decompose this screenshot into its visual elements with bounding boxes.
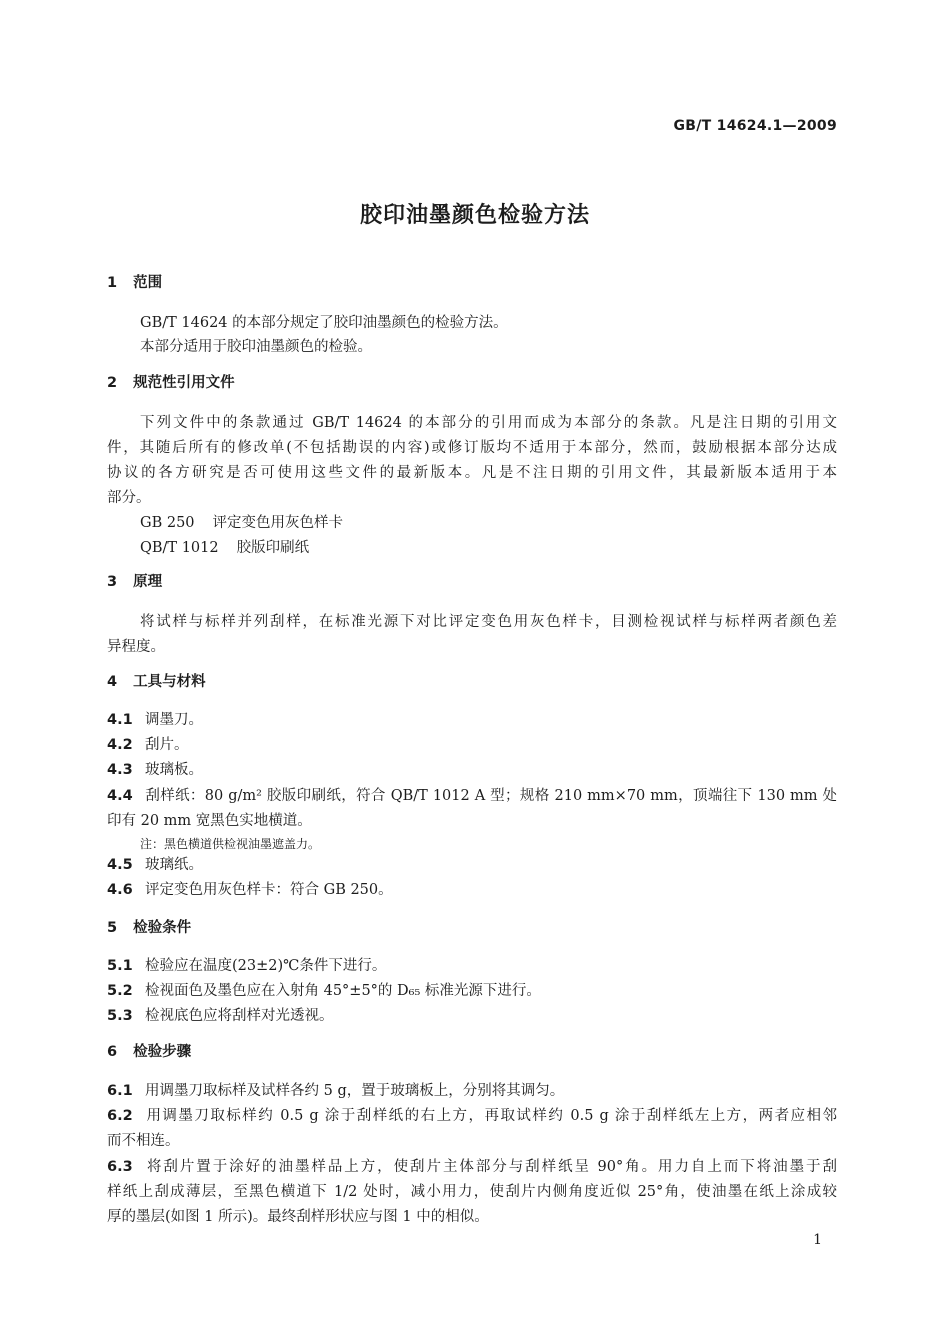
paragraph-line: 将试样与标样并列刮样，在标准光源下对比评定变色用灰色样卡，目测检视试样与标样两者颜色差 <box>140 614 837 630</box>
note: 注：黑色横道供检视油墨遮盖力。 <box>140 837 321 851</box>
normative-reference: QB/T 1012 胶版印刷纸 <box>140 540 310 556</box>
paragraph-line: 协议的各方研究是否可使用这些文件的最新版本。凡是不注日期的引用文件，其最新版本适用于本 <box>107 465 837 481</box>
standard-number: GB/T 14624.1—2009 <box>673 118 837 134</box>
section-6-heading: 6 检验步骤 <box>107 1044 192 1060</box>
paragraph-line: 下列文件中的条款通过 GB/T 14624 的本部分的引用而成为本部分的条款。凡是注日期的引用文 <box>140 415 837 431</box>
section-1-heading: 1 范围 <box>107 275 163 291</box>
section-4-heading: 4 工具与材料 <box>107 674 206 690</box>
normative-reference: GB 250 评定变色用灰色样卡 <box>140 515 344 531</box>
page-number: 1 <box>813 1232 822 1248</box>
list-item: 5.3 检视底色应将刮样对光透视。 <box>107 1008 334 1024</box>
paragraph-line: 部分。 <box>107 490 151 506</box>
list-item-continuation: 样纸上刮成薄层，至黑色横道下 1/2 处时，减小用力，使刮片内侧角度近似 25°角，使油墨在纸上涂成较 <box>107 1184 837 1200</box>
list-item: 5.1 检验应在温度(23±2)℃条件下进行。 <box>107 958 387 974</box>
list-item: 4.1 调墨刀。 <box>107 712 203 728</box>
paragraph-line: 异程度。 <box>107 639 165 655</box>
list-item-continuation: 厚的墨层(如图 1 所示)。最终刮样形状应与图 1 中的相似。 <box>107 1209 489 1225</box>
list-item: 4.2 刮片。 <box>107 737 189 753</box>
document-title: 胶印油墨颜色检验方法 <box>359 203 590 228</box>
list-item: 6.1 用调墨刀取标样及试样各约 5 g，置于玻璃板上，分别将其调匀。 <box>107 1083 565 1099</box>
list-item: 4.3 玻璃板。 <box>107 762 203 778</box>
list-item: 4.4 刮样纸：80 g/m² 胶版印刷纸，符合 QB/T 1012 A 型；规格 210 mm×70 mm，顶端往下 130 mm 处 <box>107 788 837 804</box>
paragraph: GB/T 14624 的本部分规定了胶印油墨颜色的检验方法。 <box>140 315 508 331</box>
list-item: 6.2 用调墨刀取标样约 0.5 g 涂于刮样纸的右上方，再取试样约 0.5 g 涂于刮样纸左上方，两者应相邻 <box>107 1108 837 1124</box>
paragraph-line: 件，其随后所有的修改单(不包括勘误的内容)或修订版均不适用于本部分，然而，鼓励根据本部分达成 <box>107 440 837 456</box>
list-item: 4.5 玻璃纸。 <box>107 857 203 873</box>
list-item: 4.6 评定变色用灰色样卡：符合 GB 250。 <box>107 882 393 898</box>
list-item-continuation: 而不相连。 <box>107 1133 180 1149</box>
section-3-heading: 3 原理 <box>107 574 163 590</box>
list-item: 6.3 将刮片置于涂好的油墨样品上方，使刮片主体部分与刮样纸呈 90°角。用力自上而下将油墨于刮 <box>107 1159 837 1175</box>
section-2-heading: 2 规范性引用文件 <box>107 375 235 391</box>
section-5-heading: 5 检验条件 <box>107 920 192 936</box>
list-item: 5.2 检视面色及墨色应在入射角 45°±5°的 D₆₅ 标准光源下进行。 <box>107 983 541 999</box>
list-item-continuation: 印有 20 mm 宽黑色实地横道。 <box>107 813 312 829</box>
paragraph: 本部分适用于胶印油墨颜色的检验。 <box>140 339 372 355</box>
